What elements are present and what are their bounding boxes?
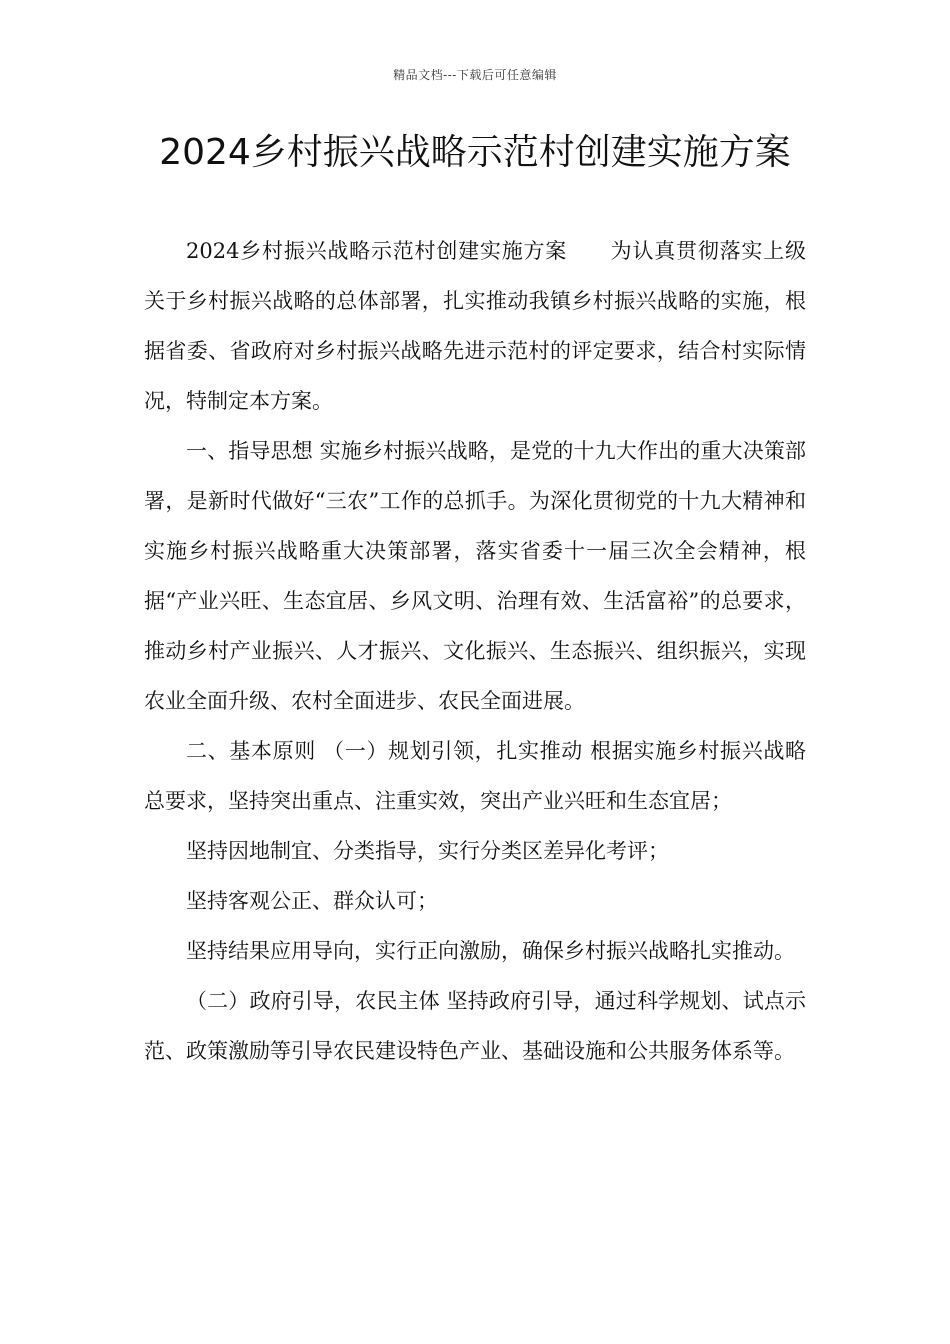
paragraph: （二）政府引导，农民主体 坚持政府引导，通过科学规划、试点示范、政策激励等引导农民建设特色产业、基础设施和公共服务体系等。: [144, 989, 806, 1063]
paragraph: 2024乡村振兴战略示范村创建实施方案 为认真贯彻落实上级关于乡村振兴战略的总体部署，扎实推动我镇乡村振兴战略的实施，根据省委、省政府对乡村振兴战略先进示范村的评定要求，结合村实际情况，特制定本方案。: [144, 239, 806, 413]
paragraph: 坚持因地制宜、分类指导，实行分类区差异化考评；: [186, 839, 669, 863]
paragraph: 一、指导思想 实施乡村振兴战略，是党的十九大作出的重大决策部署，是新时代做好“三农”工作的总抓手。为深化贯彻党的十九大精神和实施乡村振兴战略重大决策部署，落实省委十一届三次全会精神，根据“产业兴旺、生态宜居、乡风文明、治理有效、生活富裕”的总要求，推动乡村产业振兴、人才振兴、文化振兴、生态振兴、组织振兴，实现农业全面升级、农村全面进步、农民全面进展。: [144, 439, 806, 713]
header-note: 精品文档---下载后可任意编辑: [393, 68, 557, 82]
paragraph: 二、基本原则 （一）规划引领，扎实推动 根据实施乡村振兴战略总要求，坚持突出重点、注重实效，突出产业兴旺和生态宜居；: [144, 739, 806, 813]
document-title: 2024乡村振兴战略示范村创建实施方案: [159, 132, 791, 173]
paragraph: 坚持结果应用导向，实行正向激励，确保乡村振兴战略扎实推动。: [186, 939, 795, 963]
document-body: [144, 226, 806, 1076]
paragraph: 坚持客观公正、群众认可；: [186, 889, 438, 913]
